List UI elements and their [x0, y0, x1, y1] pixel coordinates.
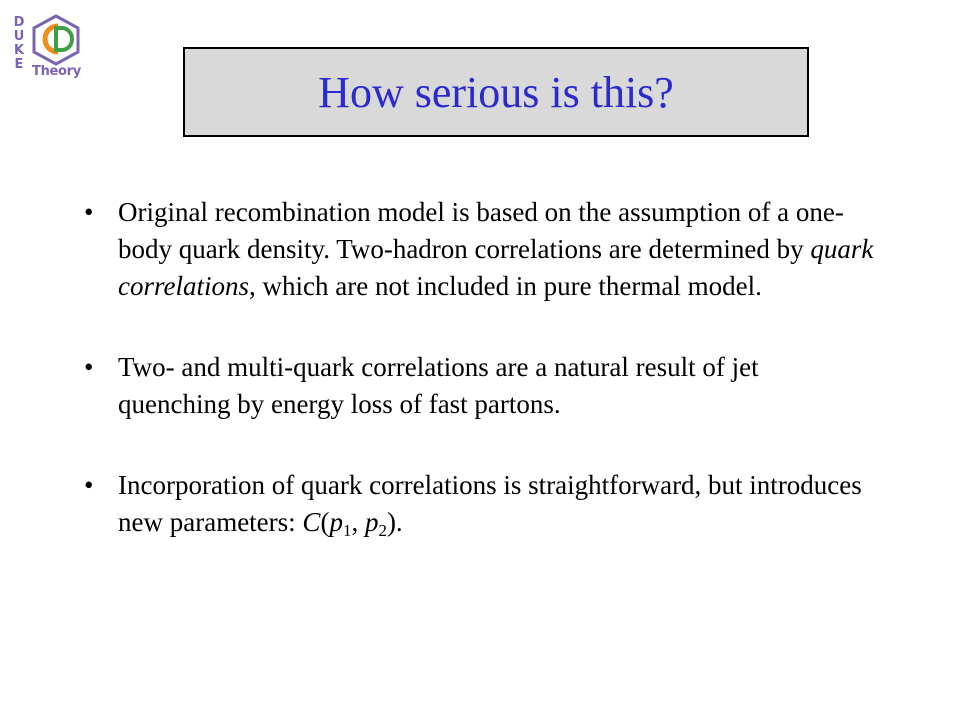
bullet-list [84, 194, 874, 541]
bullet-item [84, 467, 874, 541]
formula-subscript: 1 [342, 521, 352, 540]
logo-duke-letters [12, 16, 26, 72]
formula-paren: ( [320, 507, 330, 537]
formula-variable: p [329, 507, 343, 537]
bullet-dot: • [84, 197, 94, 227]
formula-function: C [302, 507, 321, 537]
bullet-text: Incorporation of quark correlations is straightforward, but introduces new parameters: [118, 470, 862, 537]
formula-subscript: 2 [378, 521, 387, 540]
logo-letter: E [14, 57, 24, 72]
bullet-emphasis: quark correlations [118, 234, 874, 301]
bullet-dot: • [84, 352, 94, 382]
logo-letter: D [13, 15, 25, 30]
bullet-text: Original recombination model is based on the assumption of a one-body quark density. Two-hadron correlations are determined by [118, 197, 844, 264]
formula-variable: p [364, 507, 379, 537]
duke-theory-logo [8, 12, 84, 84]
logo-letter: U [13, 29, 25, 44]
bullet-item [84, 194, 874, 305]
formula-separator: , [351, 507, 365, 537]
title-box [183, 47, 809, 137]
bullet-text: , which are not included in pure thermal model. [249, 271, 762, 301]
logo-word: Theory [32, 64, 81, 79]
qcd-hexagon-icon [28, 12, 84, 66]
formula-paren: ). [386, 507, 403, 537]
bullet-text: Two- and multi-quark correlations are a natural result of jet quenching by energy loss of fast partons. [118, 352, 759, 419]
logo-letter: K [13, 43, 25, 58]
bullet-item [84, 349, 874, 423]
bullet-dot: • [84, 470, 94, 500]
page-title: How serious is this? [318, 67, 674, 117]
